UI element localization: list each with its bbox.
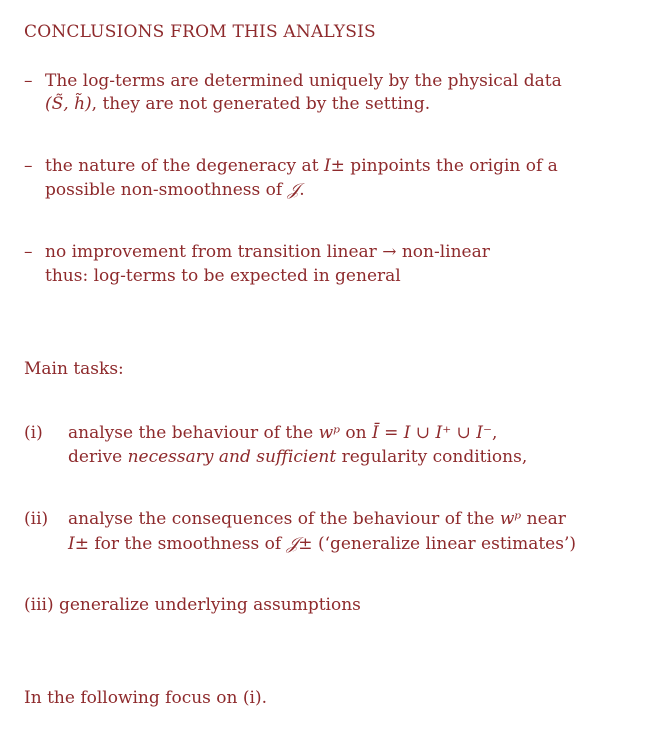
task-i-math-set: Ī = I ∪ I⁺ ∪ I⁻ bbox=[372, 423, 492, 443]
bullet-2-text-pre: the nature of the degeneracy at bbox=[45, 156, 324, 176]
bullet-dash: – bbox=[24, 242, 33, 262]
footer-text: In the following focus on (i). bbox=[24, 688, 267, 708]
task-i-emphasis: necessary and sufficient bbox=[127, 447, 337, 467]
bullet-1-text: The log-terms are determined uniquely by the physical data bbox=[45, 71, 562, 91]
task-iii-label: (iii) bbox=[24, 595, 54, 615]
task-ii-label: (ii) bbox=[24, 509, 49, 529]
bullet-3-line-1 bbox=[24, 241, 490, 263]
bullet-2-math-2: 𝒥 bbox=[287, 180, 300, 200]
task-i-line-2 bbox=[68, 446, 527, 468]
task-i-math-w: wᵖ bbox=[318, 423, 341, 443]
bullet-dash: – bbox=[24, 156, 33, 176]
task-i-label: (i) bbox=[24, 423, 43, 443]
task-ii-math-w: wᵖ bbox=[499, 509, 522, 529]
bullet-2-line-1 bbox=[24, 155, 558, 177]
bullet-2-period: . bbox=[299, 180, 305, 200]
task-iii-text: generalize underlying assumptions bbox=[58, 595, 361, 615]
task-ii-line-1 bbox=[24, 508, 566, 530]
task-ii-math-j: 𝒥± bbox=[286, 534, 313, 554]
page-title: CONCLUSIONS FROM THIS ANALYSIS bbox=[24, 22, 376, 42]
bullet-2-line-2 bbox=[45, 179, 305, 201]
bullet-2-text-cont: possible non-smoothness of bbox=[45, 180, 288, 200]
task-ii-text-mid: for the smoothness of bbox=[88, 534, 287, 554]
task-ii-text-pre: analyse the consequences of the behaviour of the bbox=[68, 509, 500, 529]
bullet-2-math-1: I± bbox=[323, 156, 345, 176]
task-i-line-1 bbox=[24, 422, 497, 444]
task-i-comma: , bbox=[491, 423, 498, 443]
task-ii-text-post: (‘generalize linear estimates’) bbox=[312, 534, 577, 554]
bullet-3-text: no improvement from transition linear → non-linear bbox=[45, 242, 490, 262]
task-i-text-mid: on bbox=[340, 423, 373, 443]
bullet-2-text-post: pinpoints the origin of a bbox=[344, 156, 558, 176]
bullet-1-line-1 bbox=[24, 70, 562, 92]
bullet-dash: – bbox=[24, 71, 33, 91]
task-i-text-post: regularity conditions, bbox=[336, 447, 528, 467]
bullet-3-text-cont: thus: log-terms to be expected in general bbox=[45, 266, 401, 286]
bullet-1-line-2 bbox=[45, 93, 430, 115]
task-ii-text-post: near bbox=[521, 509, 566, 529]
task-ii-line-2 bbox=[68, 533, 576, 555]
bullet-3-line-2 bbox=[45, 265, 401, 287]
bullet-1-math: (S̃, h̃) bbox=[45, 94, 92, 114]
task-iii-line-1 bbox=[24, 594, 361, 616]
task-ii-math-i: I± bbox=[68, 534, 89, 554]
bullet-1-text-cont: , they are not generated by the setting. bbox=[91, 94, 431, 114]
task-i-text-pre: analyse the behaviour of the bbox=[68, 423, 319, 443]
task-i-text-derive: derive bbox=[68, 447, 128, 467]
main-tasks-heading: Main tasks: bbox=[24, 359, 124, 379]
